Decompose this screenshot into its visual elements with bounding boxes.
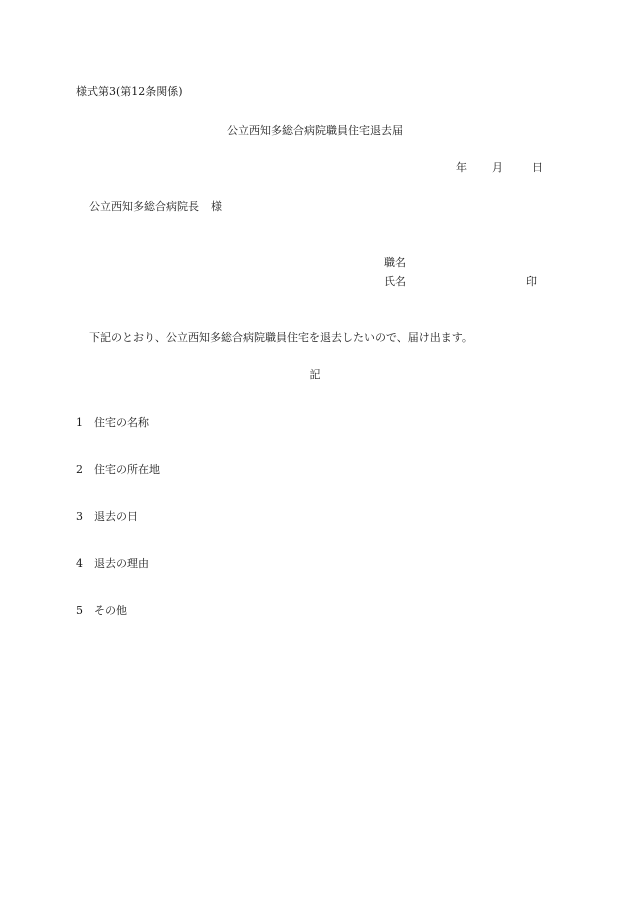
date-year-label: 年 xyxy=(456,161,467,174)
item-label: 退去の日 xyxy=(94,510,138,523)
item-label: 退去の理由 xyxy=(94,557,149,570)
date-day-label: 日 xyxy=(532,161,543,174)
list-item xyxy=(76,604,127,618)
item-label: その他 xyxy=(94,604,127,617)
addressee xyxy=(89,200,222,214)
document-title: 公立西知多総合病院職員住宅退去届 xyxy=(227,124,403,137)
item-label: 住宅の名称 xyxy=(94,416,149,429)
date-month-label: 月 xyxy=(492,161,503,174)
date-line xyxy=(456,161,543,175)
item-number: 4 xyxy=(76,557,83,570)
list-item xyxy=(76,463,160,477)
item-number: 1 xyxy=(76,416,83,429)
ki-label: 記 xyxy=(309,368,321,381)
addressee-honorific: 様 xyxy=(211,200,222,213)
item-number: 2 xyxy=(76,463,83,476)
addressee-name: 公立西知多総合病院長 xyxy=(89,200,199,213)
list-item xyxy=(76,557,149,571)
list-item xyxy=(76,416,149,430)
name-label: 氏名 xyxy=(384,275,406,288)
list-item xyxy=(76,510,138,524)
item-number: 5 xyxy=(76,604,83,617)
position-label: 職名 xyxy=(384,256,406,269)
body-text: 下記のとおり、公立西知多総合病院職員住宅を退去したいので、届け出ます。 xyxy=(89,331,473,344)
item-number: 3 xyxy=(76,510,83,523)
item-label: 住宅の所在地 xyxy=(94,463,160,476)
seal-label: 印 xyxy=(526,275,537,288)
form-number: 様式第3(第12条関係) xyxy=(76,85,183,98)
